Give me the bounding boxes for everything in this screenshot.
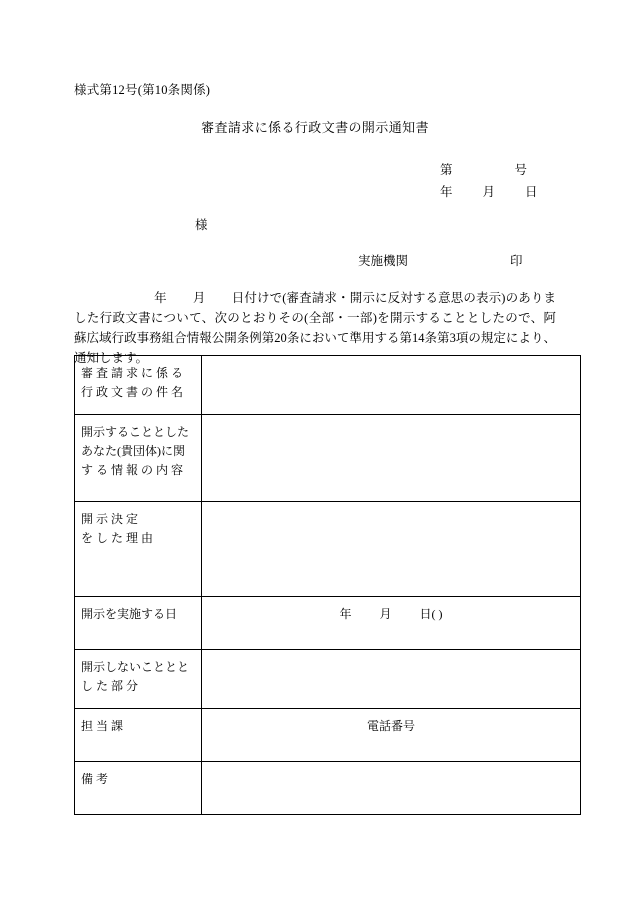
value-year-label: 年: [339, 607, 352, 621]
row-value-implementation-date[interactable]: [202, 597, 581, 650]
document-date-line: [440, 182, 580, 200]
date-month-label: 月: [482, 185, 496, 199]
disclosure-form-table: [74, 355, 581, 815]
row-label-line-2: し た 部 分: [81, 679, 139, 693]
row-value-reason[interactable]: [202, 502, 581, 597]
row-label-line-2: を し た 理 由: [81, 531, 154, 545]
row-label-line-1: 備 考: [81, 772, 109, 786]
row-label-line-2: あなた(貴団体)に関: [81, 444, 185, 458]
organization-label: 実施機関: [358, 254, 409, 268]
row-value-remarks[interactable]: [202, 762, 581, 815]
row-value-subject[interactable]: [202, 356, 581, 415]
body-date-year: 年: [154, 291, 167, 305]
table-row: [75, 415, 581, 502]
row-label-line-1: 開示することとした: [81, 425, 190, 439]
row-value-phone[interactable]: 電話番号: [202, 709, 581, 762]
table-row: [75, 650, 581, 709]
date-year-label: 年: [440, 185, 453, 199]
row-label-nondisclosed-part: [75, 650, 202, 709]
row-label-line-1: 開 示 決 定: [81, 512, 139, 526]
document-number-line: [440, 160, 560, 178]
table-row: [75, 597, 581, 650]
page-title: 審査請求に係る行政文書の開示通知書: [201, 120, 429, 135]
row-label-reason: [75, 502, 202, 597]
row-label-remarks: [75, 762, 202, 815]
table-row: [75, 709, 581, 762]
number-unit: 号: [514, 163, 528, 177]
row-value-information[interactable]: [202, 415, 581, 502]
row-label-line-1: 開示しないこととと: [81, 660, 190, 674]
body-date-month: 月: [192, 291, 206, 305]
table-row: [75, 356, 581, 415]
row-label-information: [75, 415, 202, 502]
row-label-implementation-date: [75, 597, 202, 650]
row-value-nondisclosed-part[interactable]: [202, 650, 581, 709]
date-day-label: 日: [525, 185, 538, 199]
row-label-line-2: 行 政 文 書 の 件 名: [81, 385, 184, 399]
table-row: [75, 762, 581, 815]
row-label-department: [75, 709, 202, 762]
value-month-label: 月: [379, 607, 392, 621]
addressee-suffix: 様: [195, 218, 208, 232]
form-number: 様式第12号(第10条関係): [74, 83, 211, 97]
table-row: [75, 502, 581, 597]
body-date-day-text: 日付けで(審査請求・開示に反対する意思の表示)のありました行: [74, 291, 556, 325]
row-label-line-3: す る 情 報 の 内 容: [81, 463, 184, 477]
organization-line: [358, 251, 558, 269]
row-label-line-1: 開示を実施する日: [81, 607, 178, 621]
body-line-2: 政文書について、次のとおりその(全部・一部)を開示することとしたので、阿蘇広域行: [74, 311, 556, 345]
row-label-subject: [75, 356, 202, 415]
number-label: 第: [440, 163, 453, 177]
row-label-line-1: 審 査 請 求 に 係 る: [81, 366, 184, 380]
row-label-line-1: 担 当 課: [81, 719, 124, 733]
value-day-label: 日( ): [419, 607, 443, 621]
body-line-3: 政事務組合情報公開条例第20条において準用する第14条第3項の規定により、通知します。: [74, 331, 556, 365]
seal-label: 印: [510, 254, 523, 268]
